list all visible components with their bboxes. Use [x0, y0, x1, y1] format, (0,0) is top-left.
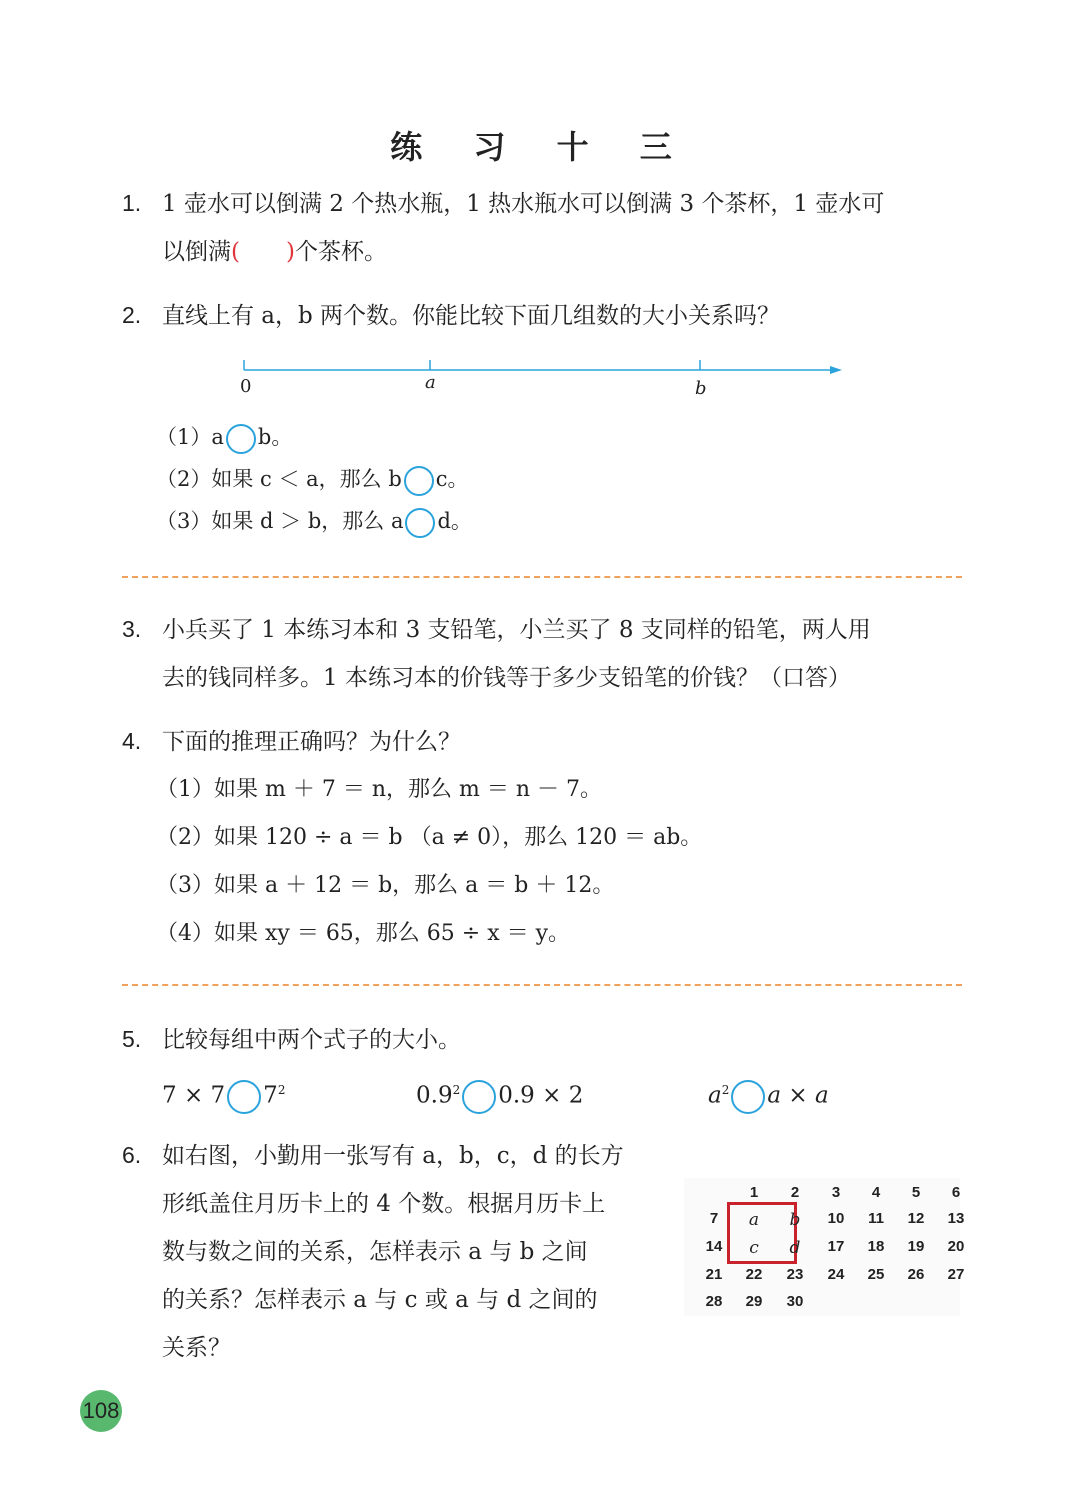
q5-group-2-left: 0.9	[416, 1082, 453, 1109]
q4-item-4: （4）如果 xy ＝ 65，那么 65 ÷ x ＝ y。	[156, 921, 571, 946]
q3-line2: 去的钱同样多。1 本练习本的价钱等于多少支铅笔的价钱？（口答）	[162, 665, 851, 691]
page-number-badge: 108	[80, 1390, 122, 1432]
calendar-cell: 26	[907, 1266, 925, 1283]
calendar-cell: 18	[867, 1238, 885, 1255]
calendar-cell: 25	[867, 1266, 885, 1283]
q1-line1: 1 壶水可以倒满 2 个热水瓶，1 热水瓶水可以倒满 3 个茶杯，1 壶水可	[162, 191, 885, 217]
q4-item-2: （2）如果 120 ÷ a ＝ b （a ≠ 0），那么 120 ＝ ab。	[156, 825, 703, 850]
q4-text: 下面的推理正确吗？为什么？	[162, 729, 461, 755]
calendar-cell: 7	[709, 1210, 719, 1227]
q2-item-3-pre: （3）如果 d ＞ b，那么 a	[156, 509, 404, 533]
calendar-cell: 30	[786, 1293, 804, 1310]
calendar-cell: a	[748, 1210, 760, 1230]
page-title: 练 习 十 三	[390, 128, 692, 166]
q5-group-1-right: 7	[263, 1082, 278, 1109]
calendar-cell: 13	[947, 1210, 965, 1227]
q2-item-2	[156, 464, 469, 496]
compare-circle[interactable]	[226, 424, 256, 454]
calendar-cell: 24	[827, 1266, 845, 1283]
calendar-cell: 6	[951, 1184, 961, 1201]
axis-label-zero: 0	[240, 376, 252, 397]
q6-line-1: 如右图，小勤用一张写有 a，b，c，d 的长方	[162, 1143, 624, 1169]
calendar-cell: d	[789, 1238, 801, 1258]
q6-line-4: 的关系？怎样表示 a 与 c 或 a 与 d 之间的	[162, 1287, 598, 1313]
q1-number: 1.	[122, 190, 142, 216]
q5-group-1-exponent: 2	[277, 1083, 286, 1097]
q1-blank: ( )	[231, 239, 295, 265]
calendar-cell: 11	[868, 1210, 884, 1227]
q5-group-3-left: a	[708, 1082, 722, 1109]
calendar-cell: 22	[745, 1266, 763, 1283]
q5-group-1-left: 7 × 7	[162, 1082, 226, 1109]
calendar-cell: 21	[705, 1266, 723, 1283]
number-line	[230, 350, 850, 400]
compare-circle[interactable]	[404, 466, 434, 496]
axis-label-b: b	[695, 378, 707, 399]
axis-label-a: a	[425, 372, 436, 393]
q2-item-1-post: b。	[257, 425, 293, 449]
q4-item-3: （3）如果 a ＋ 12 ＝ b，那么 a ＝ b ＋ 12。	[156, 873, 615, 898]
q2-item-2-post: c。	[435, 467, 469, 491]
q1-line2a: 以倒满	[162, 239, 231, 265]
q5-group-3-right: a × a	[767, 1082, 829, 1109]
q1-line2b: 个茶杯。	[294, 239, 387, 265]
q5-group-3	[708, 1074, 829, 1114]
calendar-cell: 4	[871, 1184, 881, 1201]
q2-text: 直线上有 a，b 两个数。你能比较下面几组数的大小关系吗？	[162, 303, 781, 329]
q4-item-1: （1）如果 m ＋ 7 ＝ n，那么 m ＝ n － 7。	[156, 777, 602, 802]
calendar-cell: 19	[907, 1238, 925, 1255]
q2-item-2-pre: （2）如果 c ＜ a，那么 b	[156, 467, 402, 491]
q3-number: 3.	[122, 616, 142, 642]
compare-circle[interactable]	[462, 1080, 496, 1114]
q5-text: 比较每组中两个式子的大小。	[162, 1027, 461, 1053]
calendar-cell: 20	[947, 1238, 965, 1255]
q2-item-3	[156, 506, 472, 538]
q2-item-1	[156, 422, 292, 454]
calendar-cell: 14	[705, 1238, 723, 1255]
q2-item-3-post: d。	[437, 509, 472, 533]
q6-line-3: 数与数之间的关系，怎样表示 a 与 b 之间	[162, 1239, 588, 1265]
calendar-cell: 1	[749, 1184, 759, 1201]
calendar-cell: 17	[827, 1238, 845, 1255]
q2-number: 2.	[122, 302, 142, 328]
calendar-cell: 10	[827, 1210, 845, 1227]
calendar-cell: 27	[947, 1266, 965, 1283]
calendar-cell: 2	[790, 1184, 800, 1201]
q5-number: 5.	[122, 1026, 142, 1052]
compare-circle[interactable]	[731, 1080, 765, 1114]
calendar-cell: 12	[907, 1210, 925, 1227]
q6-line-2: 形纸盖住月历卡上的 4 个数。根据月历卡上	[162, 1191, 606, 1217]
section-divider	[122, 984, 962, 986]
q5-group-2	[416, 1074, 583, 1114]
calendar-cell: 29	[745, 1293, 763, 1310]
q6-number: 6.	[122, 1142, 142, 1168]
q5-group-3-exponent: 2	[721, 1083, 730, 1097]
q1-line2	[162, 236, 387, 268]
compare-circle[interactable]	[227, 1080, 261, 1114]
q2-item-1-pre: （1）a	[156, 425, 224, 449]
calendar-cell: 23	[786, 1266, 804, 1283]
compare-circle[interactable]	[405, 508, 435, 538]
q4-number: 4.	[122, 728, 142, 754]
calendar-cell: 5	[911, 1184, 921, 1201]
q5-group-1	[162, 1074, 285, 1114]
axis-arrow-icon	[830, 366, 842, 374]
q3-line1: 小兵买了 1 本练习本和 3 支铅笔，小兰买了 8 支同样的铅笔，两人用	[162, 617, 871, 643]
q5-group-2-right: 0.9 × 2	[498, 1082, 584, 1109]
calendar-cell: b	[789, 1210, 801, 1230]
calendar-cell: c	[749, 1238, 759, 1258]
q5-group-2-exponent: 2	[452, 1083, 461, 1097]
section-divider	[122, 576, 962, 578]
calendar-card	[684, 1178, 965, 1316]
q6-line-5: 关系？	[162, 1335, 231, 1361]
calendar-cell: 3	[831, 1184, 841, 1201]
calendar-cell: 28	[705, 1293, 723, 1310]
